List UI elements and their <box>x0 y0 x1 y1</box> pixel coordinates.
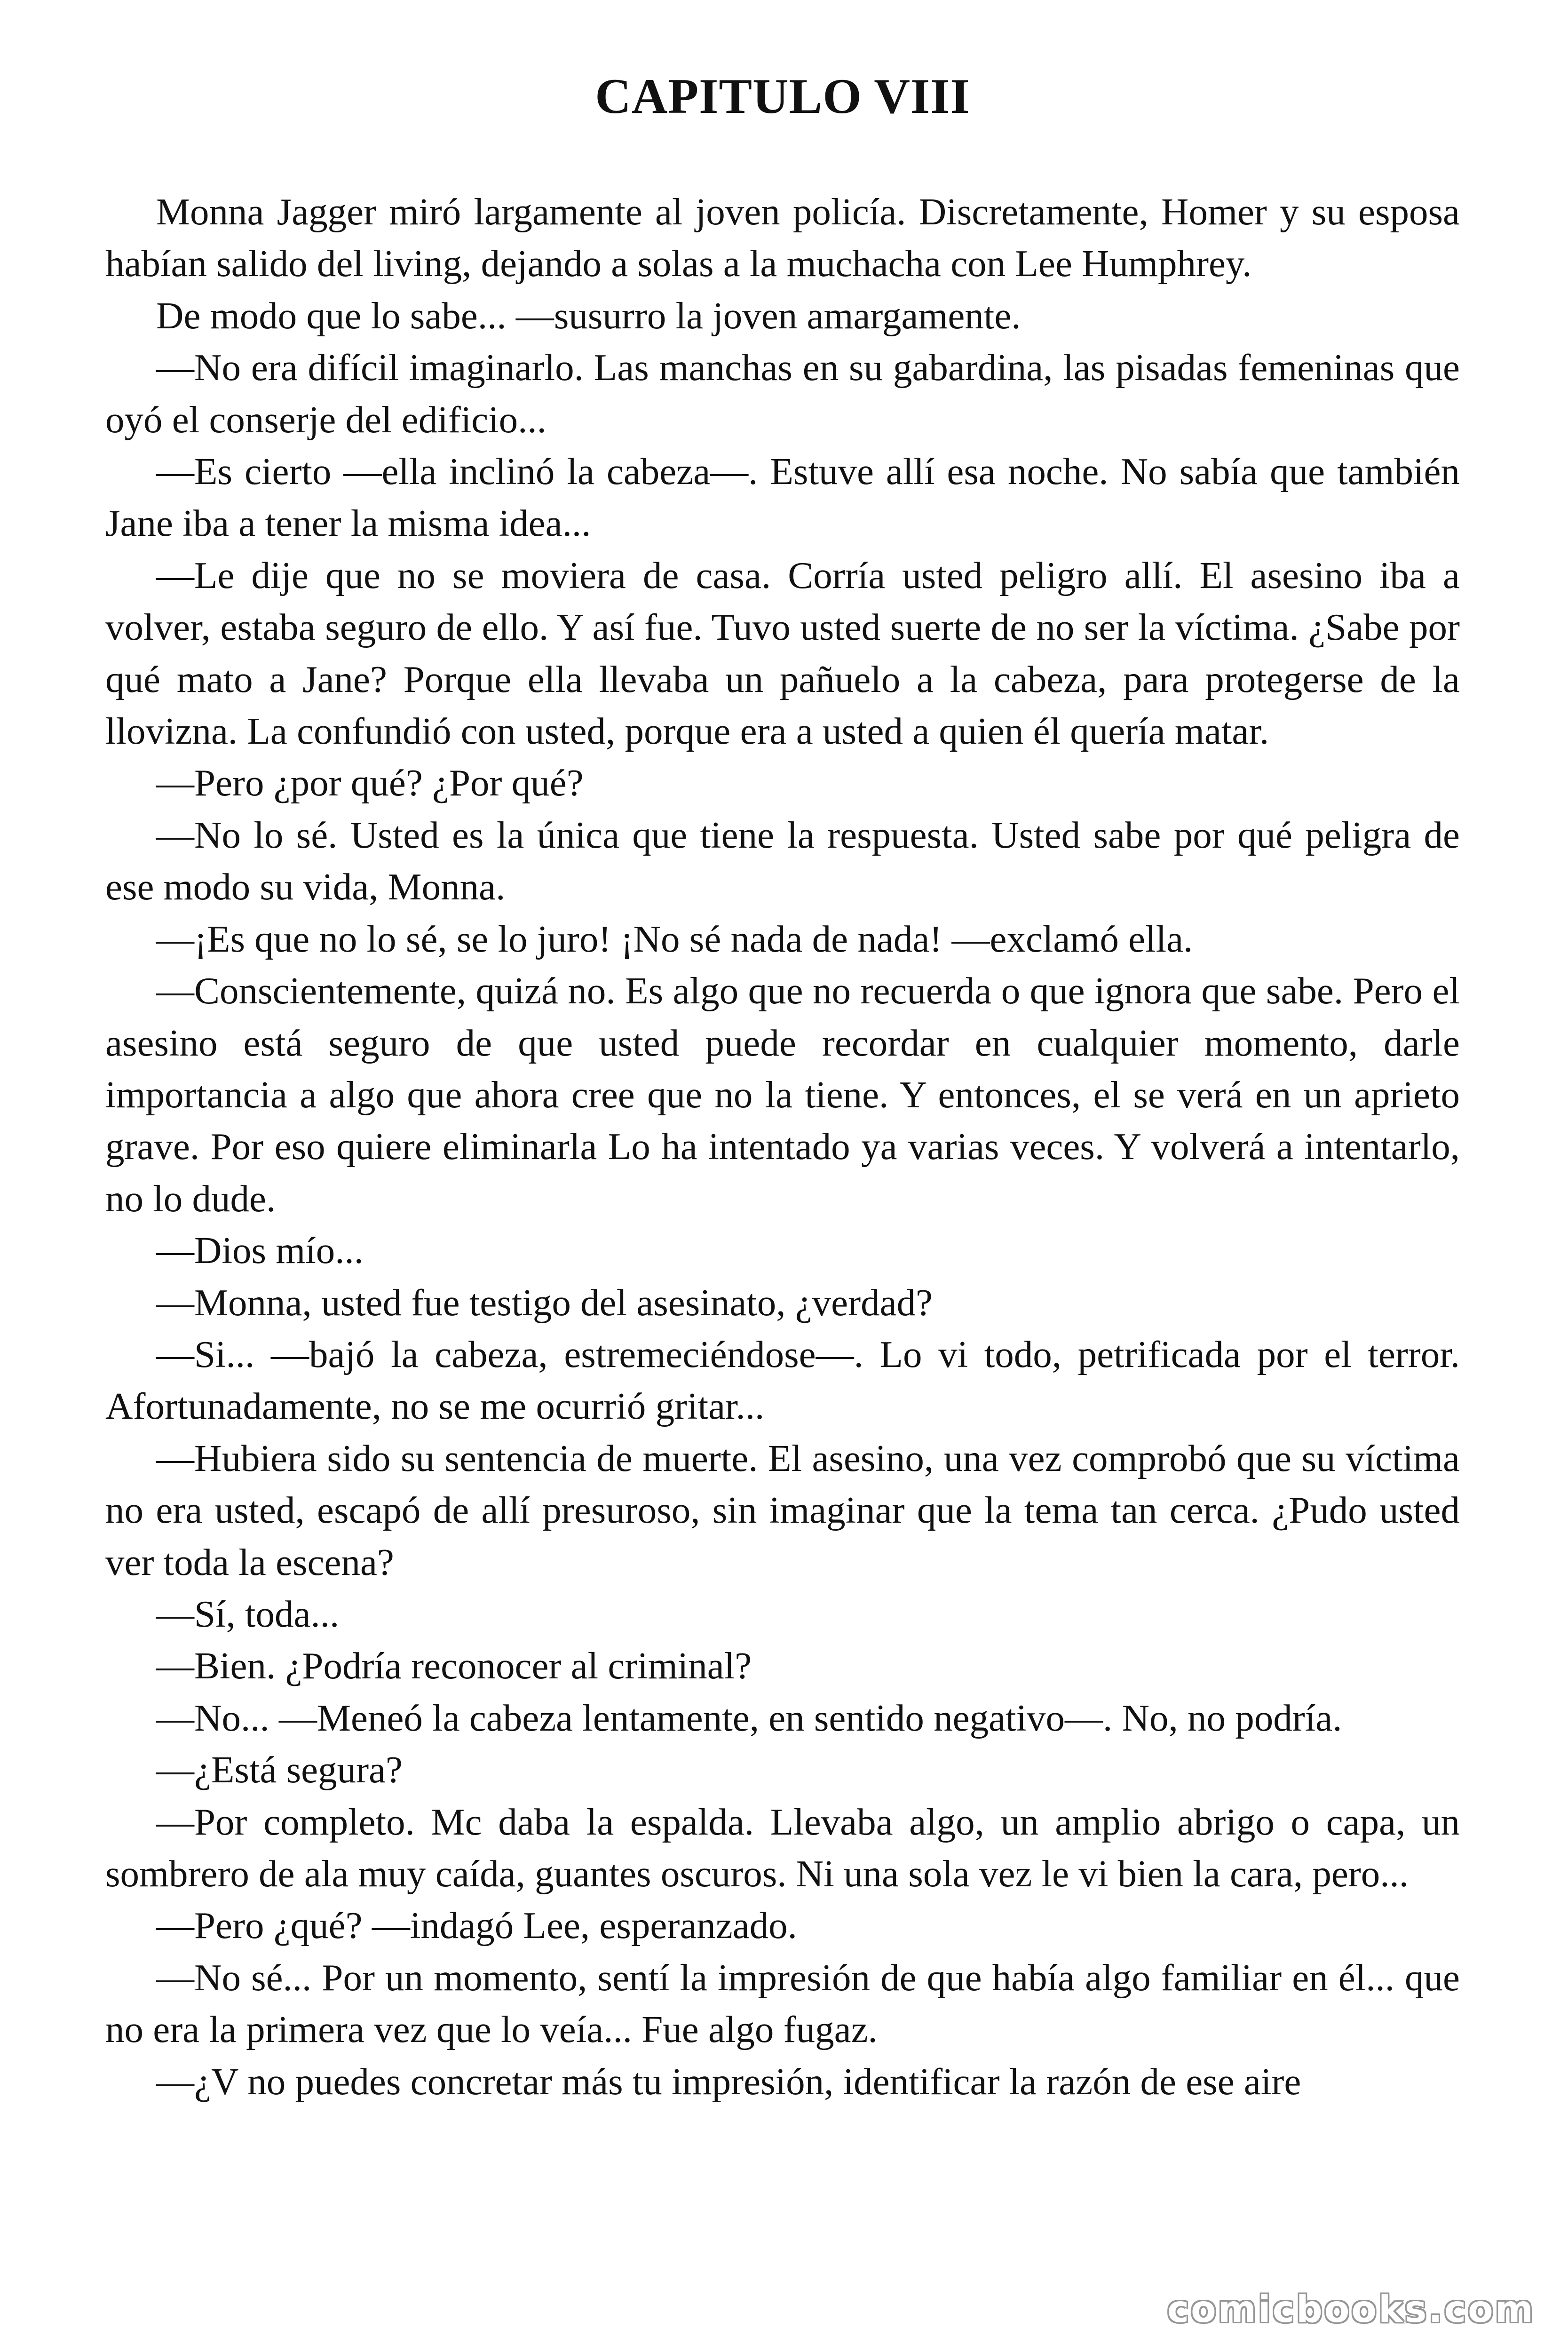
paragraph: —¡Es que no lo sé, se lo juro! ¡No sé nada de nada! —exclamó ella. <box>156 917 1193 960</box>
body-text <box>105 186 1460 2107</box>
paragraph: —No sé... Por un momento, sentí la impresión de que había algo familiar en él... que no era la primera vez que lo veía... Fue algo fugaz. <box>105 1956 1460 2051</box>
paragraph: —¿Está segura? <box>156 1748 403 1791</box>
paragraph: —Le dije que no se moviera de casa. Corría usted peligro allí. El asesino iba a volver, estaba seguro de ello. Y así fue. Tuvo usted suerte de no ser la víctima. ¿Sabe por qué mato a Jane? Porque ella llevaba un pañuelo a la cabeza, para protegerse de la llovizna. La confundió con usted, porque era a usted a quien él quería matar. <box>105 554 1460 753</box>
paragraph: —Bien. ¿Podría reconocer al criminal? <box>156 1645 752 1687</box>
paragraph: —Conscientemente, quizá no. Es algo que no recuerda o que ignora que sabe. Pero el asesino está seguro de que usted puede recordar en cualquier momento, darle importancia a algo que ahora cree que no la tiene. Y entonces, el se verá en un aprieto grave. Por eso quiere eliminarla Lo ha intentado ya varias veces. Y volverá a intentarlo, no lo dude. <box>105 969 1460 1220</box>
paragraph: —Sí, toda... <box>156 1592 340 1635</box>
paragraph: —No... —Meneó la cabeza lentamente, en sentido negativo—. No, no podría. <box>156 1696 1342 1739</box>
paragraph: —Es cierto —ella inclinó la cabeza—. Estuve allí esa noche. No sabía que también Jane iba a tener la misma idea... <box>105 450 1460 545</box>
paragraph: —No era difícil imaginarlo. Las manchas en su gabardina, las pisadas femeninas que oyó el conserje del edificio... <box>105 346 1460 441</box>
paragraph: —Hubiera sido su sentencia de muerte. El asesino, una vez comprobó que su víctima no era usted, escapó de allí presuroso, sin imaginar que la tema tan cerca. ¿Pudo usted ver toda la escena? <box>105 1437 1460 1583</box>
watermark-logo: comicbooks.com <box>1167 2288 1535 2331</box>
paragraph: —Dios mío... <box>156 1229 364 1272</box>
paragraph: Monna Jagger miró largamente al joven policía. Discretamente, Homer y su esposa habían salido del living, dejando a solas a la muchacha con Lee Humphrey. <box>105 191 1460 285</box>
paragraph: —No lo sé. Usted es la única que tiene la respuesta. Usted sabe por qué peligra de ese modo su vida, Monna. <box>105 813 1460 908</box>
paragraph: —¿V no puedes concretar más tu impresión, identificar la razón de ese aire <box>156 2060 1301 2103</box>
paragraph: —Por completo. Mc daba la espalda. Llevaba algo, un amplio abrigo o capa, un sombrero de ala muy caída, guantes oscuros. Ni una sola vez le vi bien la cara, pero... <box>105 1800 1460 1895</box>
paragraph: —Pero ¿por qué? ¿Por qué? <box>156 762 584 804</box>
book-page <box>105 61 1460 2107</box>
paragraph: —Monna, usted fue testigo del asesinato, ¿verdad? <box>156 1281 933 1324</box>
paragraph: —Pero ¿qué? —indagó Lee, esperanzado. <box>156 1904 797 1947</box>
chapter-title: CAPITULO VIII <box>595 69 970 124</box>
paragraph: De modo que lo sabe... —susurro la joven amargamente. <box>156 294 1021 337</box>
paragraph: —Si... —bajó la cabeza, estremeciéndose—. Lo vi todo, petrificada por el terror. Afortunadamente, no se me ocurrió gritar... <box>105 1333 1460 1428</box>
